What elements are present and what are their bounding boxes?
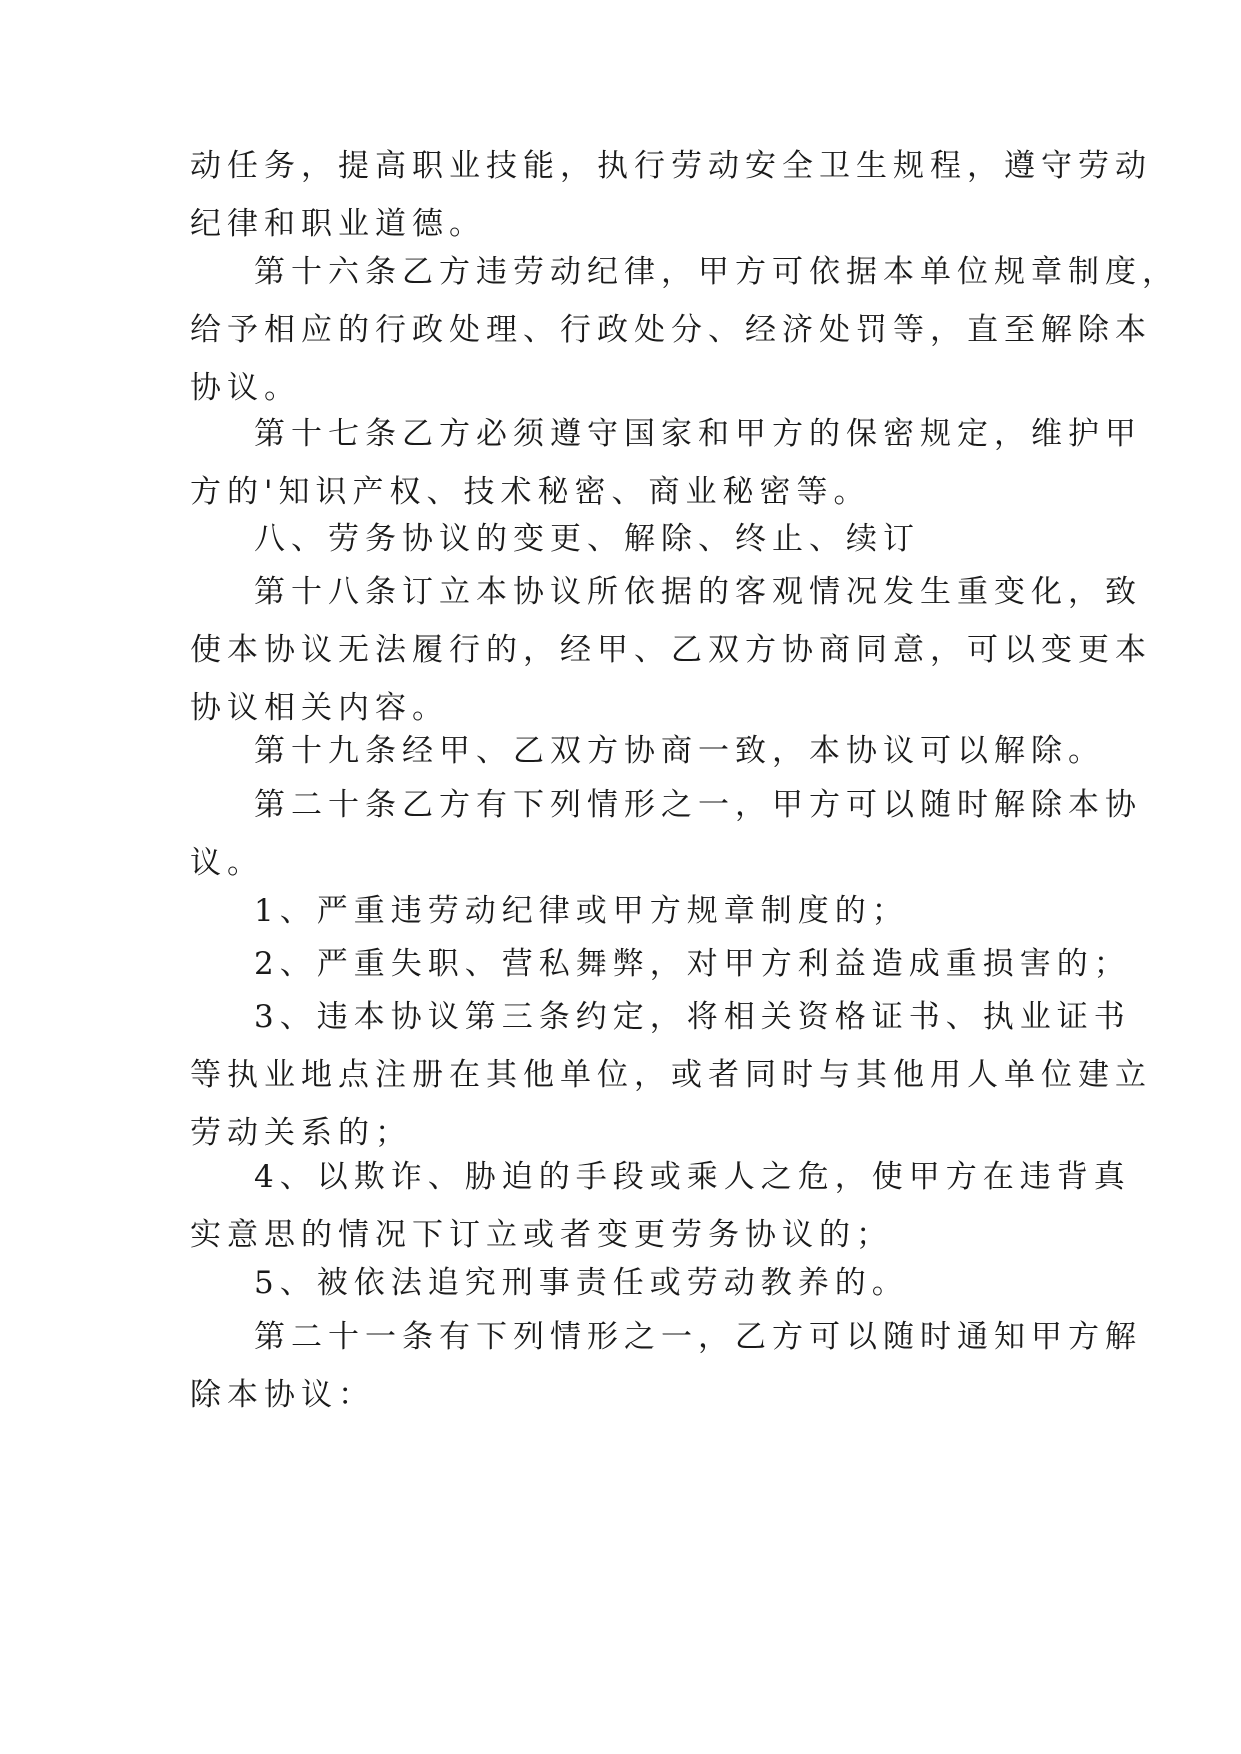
text-line: 第十八条订立本协议所依据的客观情况发生重变化，致 (254, 574, 1142, 610)
text-line: 等执业地点注册在其他单位，或者同时与其他用人单位建立 (190, 1057, 1152, 1093)
text-line: 第十九条经甲、乙双方协商一致，本协议可以解除。 (254, 733, 1105, 769)
text-line: 第十六条乙方违劳动纪律，甲方可依据本单位规章制度， (254, 254, 1179, 290)
text-line: 方的'知识产权、技术秘密、商业秘密等。 (190, 474, 871, 510)
text-line: 使本协议无法履行的，经甲、乙双方协商同意，可以变更本 (190, 632, 1152, 668)
text-line: 议。 (190, 845, 264, 881)
text-line: 八、劳务协议的变更、解除、终止、续订 (254, 521, 920, 557)
list-item-5 (190, 1254, 1050, 1312)
paragraph-article-18 (190, 563, 1152, 737)
text-line: 劳动关系的； (190, 1115, 412, 1151)
paragraph-article-17 (190, 405, 1142, 521)
text-line: 第二十条乙方有下列情形之一，甲方可以随时解除本协 (254, 787, 1142, 823)
paragraph-continuation-duties (190, 137, 1152, 253)
text-line: 除本协议： (190, 1377, 375, 1413)
text-line: 1、严重违劳动纪律或甲方规章制度的； (254, 893, 909, 929)
list-item-2 (190, 935, 1131, 993)
paragraph-article-21 (190, 1308, 1142, 1424)
text-line: 5、被依法追究刑事责任或劳动教养的。 (254, 1265, 909, 1301)
text-line: 协议。 (190, 370, 301, 406)
text-line: 第十七条乙方必须遵守国家和甲方的保密规定，维护甲 (254, 416, 1142, 452)
paragraph-article-16 (190, 243, 1179, 417)
list-item-3 (190, 988, 1152, 1162)
text-line: 纪律和职业道德。 (190, 206, 486, 242)
list-item-1 (190, 882, 1050, 940)
paragraph-article-19 (190, 722, 1105, 780)
section-heading-8 (190, 510, 1050, 568)
paragraph-article-20 (190, 776, 1142, 892)
list-item-4 (190, 1148, 1131, 1264)
text-line: 协议相关内容。 (190, 690, 449, 726)
text-line: 给予相应的行政处理、行政处分、经济处罚等，直至解除本 (190, 312, 1152, 348)
text-line: 3、违本协议第三条约定，将相关资格证书、执业证书 (254, 999, 1131, 1035)
text-line: 4、以欺诈、胁迫的手段或乘人之危，使甲方在违背真 (254, 1159, 1131, 1195)
text-line: 2、严重失职、营私舞弊，对甲方利益造成重损害的； (254, 946, 1131, 982)
text-line: 第二十一条有下列情形之一，乙方可以随时通知甲方解 (254, 1319, 1142, 1355)
text-line: 实意思的情况下订立或者变更劳务协议的； (190, 1217, 893, 1253)
text-line: 动任务，提高职业技能，执行劳动安全卫生规程，遵守劳动 (190, 148, 1152, 184)
